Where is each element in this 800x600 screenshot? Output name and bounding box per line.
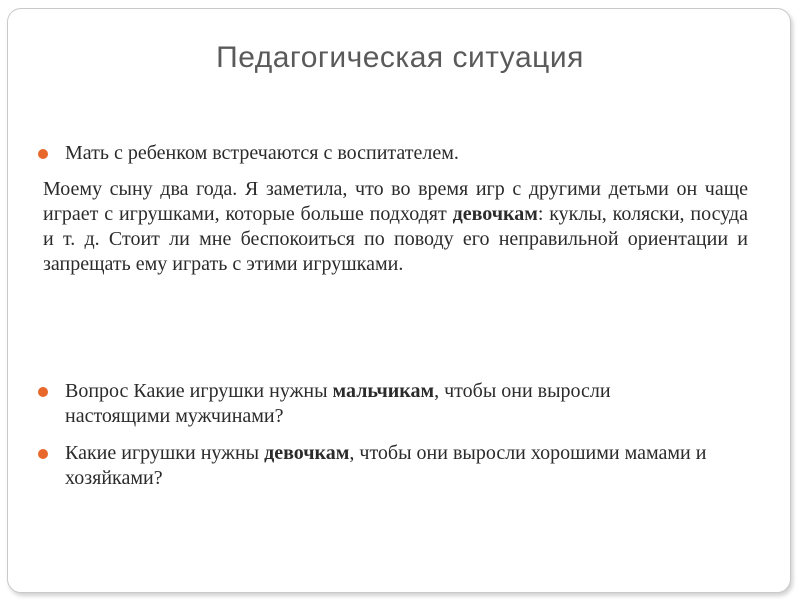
question-boys-bold: мальчикам bbox=[332, 380, 435, 402]
paragraph-bold-word: девочкам bbox=[452, 203, 538, 225]
question-girls-text bbox=[65, 441, 718, 491]
question-boys-start: Вопрос Какие игрушки нужны bbox=[65, 380, 333, 402]
bullet-dot-icon bbox=[38, 449, 48, 459]
bullet-dot-icon bbox=[38, 149, 48, 159]
slide bbox=[7, 8, 791, 593]
question-girls-start: Какие игрушки нужны bbox=[65, 442, 265, 464]
bullet-item-question-boys bbox=[38, 379, 718, 429]
question-boys-end: , чтобы они выросли настоящими мужчинами? bbox=[65, 380, 611, 427]
paragraph-text-end: : куклы, коляски, посуда и т. д. Стоит ли мне беспокоиться по поводу его неправильной ориентации и запрещать ему играть с этими игрушками. bbox=[43, 203, 748, 275]
bullet-item-meeting bbox=[38, 141, 738, 166]
question-boys-text bbox=[65, 379, 718, 429]
question-girls-end: , чтобы они выросли хорошими мамами и хозяйками? bbox=[65, 442, 707, 489]
question-girls-bold: девочкам bbox=[264, 442, 350, 464]
situation-paragraph bbox=[43, 177, 748, 277]
slide-title: Педагогическая ситуация bbox=[216, 41, 584, 74]
bullet-item-question-girls bbox=[38, 441, 718, 491]
bullet-dot-icon bbox=[38, 387, 48, 397]
paragraph-text-start: Моему сыну два года. Я заметила, что во время игр с другими детьми он чаще играет с игрушками, которые больше подходят bbox=[43, 178, 748, 225]
bullet-text: Мать с ребенком встречаются с воспитателем. bbox=[65, 142, 459, 164]
